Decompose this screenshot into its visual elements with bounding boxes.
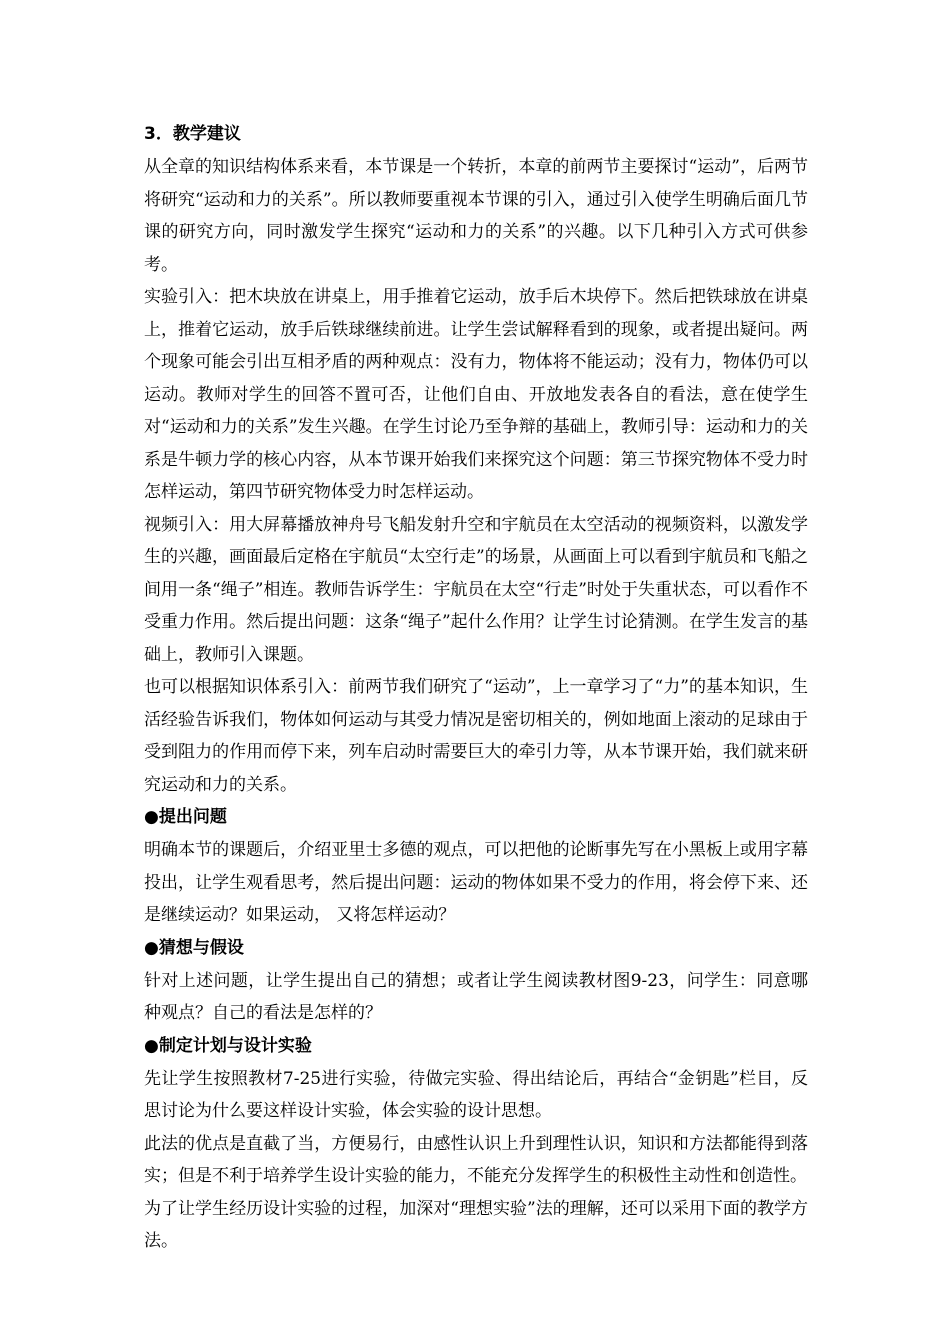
plan-heading: ●制定计划与设计实验 xyxy=(144,1035,312,1056)
hypothesis-heading: ●猜想与假设 xyxy=(144,937,244,958)
experiment-intro-paragraph: 实验引入：把木块放在讲桌上，用手推着它运动，放手后木块停下。然后把铁球放在讲桌上，推着它运动，放手后铁球继续前进。让学生尝试解释看到的现象，或者提出疑问。两个现象可能会引出互相矛盾的两种观点：没有力，物体将不能运动；没有力，物体仍可以运动。教师对学生的回答不置可否，让他们自由、开放地发表各自的看法，意在使学生对“运动和力的关系”发生兴趣。在学生讨论乃至争辩的基础上，教师引导：运动和力的关系是牛顿力学的核心内容，从本节课开始我们来探究这个问题：第三节探究物体不受力时怎样运动，第四节研究物体受力时怎样运动。 xyxy=(144,287,808,502)
section-heading: 3．教学建议 xyxy=(144,124,241,144)
question-paragraph: 明确本节的课题后，介绍亚里士多德的观点，可以把他的论断事先写在小黑板上或用字幕投出，让学生观看思考，然后提出问题：运动的物体如果不受力的作用，将会停下来、还是继续运动？如果运动， 又将怎样运动？ xyxy=(144,840,808,925)
video-intro-paragraph: 视频引入：用大屏幕播放神舟号飞船发射升空和宇航员在太空活动的视频资料，以激发学生的兴趣，画面最后定格在宇航员“太空行走”的场景，从画面上可以看到宇航员和飞船之间用一条“绳子”相连。教师告诉学生：宇航员在太空“行走”时处于失重状态，可以看作不受重力作用。然后提出问题：这条“绳子”起什么作用？让学生讨论猜测。在学生发言的基础上，教师引入课题。 xyxy=(144,514,808,665)
intro-paragraph-1: 从全章的知识结构体系来看，本节课是一个转折，本章的前两节主要探讨“运动”，后两节将研究“运动和力的关系”。所以教师要重视本节课的引入，通过引入使学生明确后面几节课的研究方向，同时激发学生探究“运动和力的关系”的兴趣。以下几种引入方式可供参考。 xyxy=(144,157,808,275)
question-heading: ●提出问题 xyxy=(144,807,227,827)
plan-paragraph-2: 此法的优点是直截了当，方便易行，由感性认识上升到理性认识，知识和方法都能得到落实；但是不利于培养学生设计实验的能力，不能充分发挥学生的积极性主动性和创造性。 xyxy=(144,1133,808,1186)
knowledge-intro-paragraph: 也可以根据知识体系引入：前两节我们研究了“运动”，上一章学习了“力”的基本知识，生活经验告诉我们，物体如何运动与其受力情况是密切相关的，例如地面上滚动的足球由于受到阻力的作用而停下来，列车启动时需要巨大的牵引力等，从本节课开始，我们就来研究运动和力的关系。 xyxy=(144,677,808,795)
document-page xyxy=(144,118,808,1258)
plan-paragraph-3: 为了让学生经历设计实验的过程，加深对“理想实验”法的理解，还可以采用下面的教学方法。 xyxy=(144,1198,808,1251)
hypothesis-paragraph: 针对上述问题，让学生提出自己的猜想；或者让学生阅读教材图9-23，问学生：同意哪种观点？自己的看法是怎样的？ xyxy=(144,970,808,1023)
plan-paragraph-1: 先让学生按照教材7-25进行实验，待做完实验、得出结论后，再结合“金钥匙”栏目，反思讨论为什么要这样设计实验，体会实验的设计思想。 xyxy=(144,1068,808,1121)
